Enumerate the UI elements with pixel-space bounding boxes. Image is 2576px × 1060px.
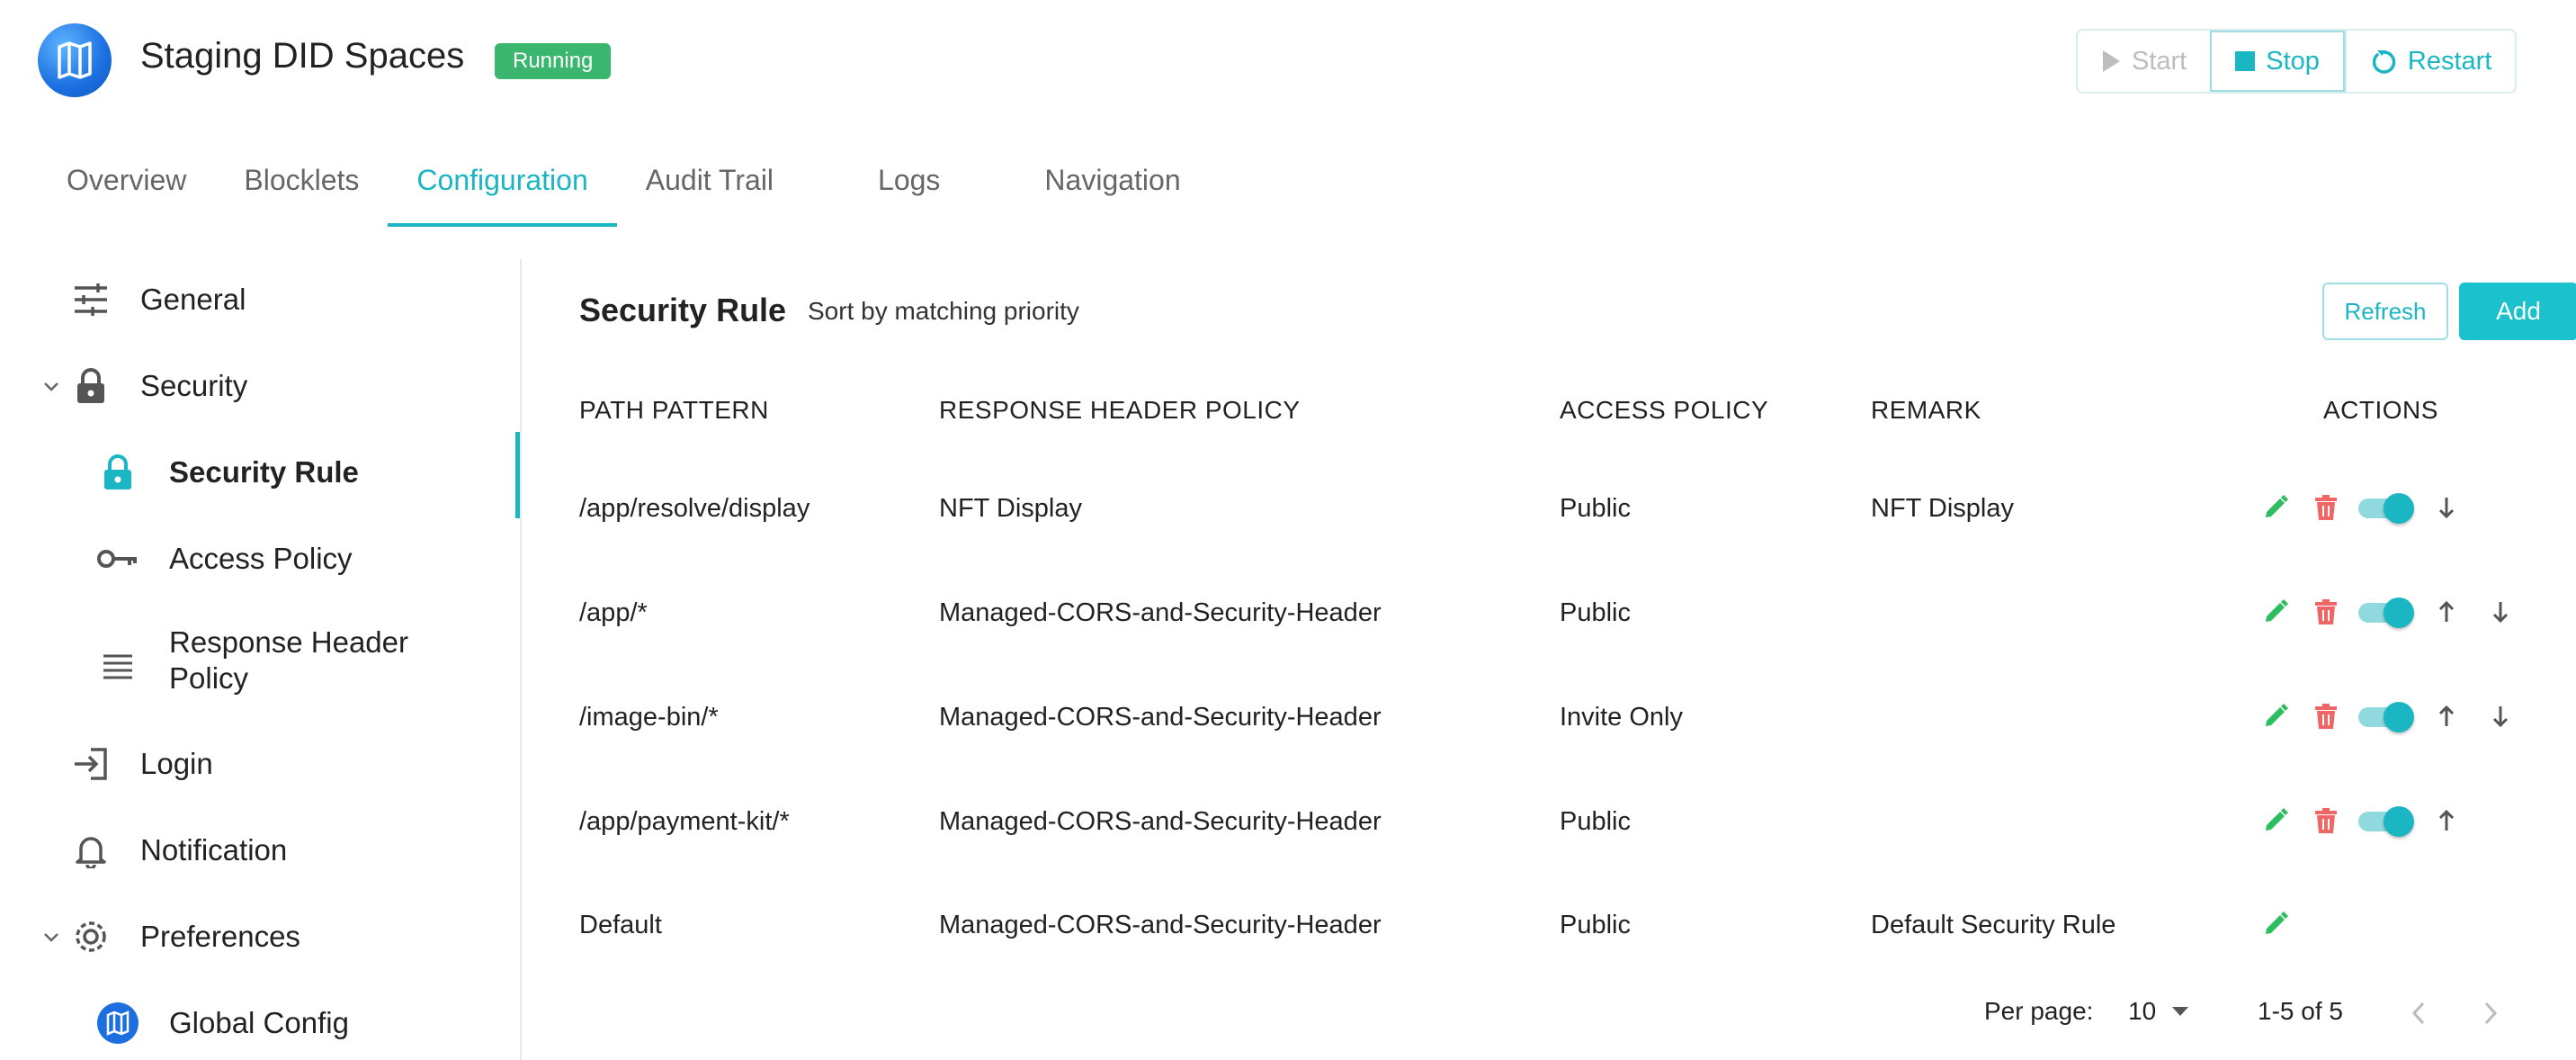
sidebar-item-notification[interactable]: [68, 828, 287, 873]
list-icon: [95, 644, 140, 689]
sidebar-item-security-rule[interactable]: [95, 450, 359, 495]
delete-icon[interactable]: [2301, 482, 2351, 533]
stop-button[interactable]: [2210, 31, 2345, 92]
login-icon: [68, 741, 113, 786]
path-cell: Default: [579, 911, 662, 939]
access-policy-cell: Public: [1560, 911, 1631, 939]
sidebar-label-security: Security: [140, 369, 248, 402]
sidebar-label-response-header-policy: Response Header Policy: [169, 625, 408, 695]
sidebar-item-preferences[interactable]: [68, 914, 300, 959]
edit-icon[interactable]: [2250, 691, 2301, 741]
column-header-path-pattern: PATH PATTERN: [579, 396, 769, 424]
row-actions: [2250, 691, 2526, 741]
gear-icon: [68, 914, 113, 959]
restart-icon: [2370, 47, 2397, 76]
app-header: [0, 0, 2576, 126]
restart-label: Restart: [2407, 46, 2492, 76]
sidebar-label-security-rule: Security Rule: [169, 455, 359, 489]
tab-navigation[interactable]: Navigation: [1044, 164, 1181, 196]
header-policy-cell: Managed-CORS-and-Security-Header: [939, 598, 1382, 627]
path-cell: /app/resolve/display: [579, 494, 810, 523]
lock-icon: [68, 364, 113, 409]
row-actions: [2250, 482, 2472, 533]
start-button[interactable]: [2078, 31, 2210, 92]
access-policy-cell: Public: [1560, 598, 1631, 627]
sidebar-label-global-config: Global Config: [169, 1006, 349, 1039]
tab-logs[interactable]: Logs: [878, 164, 941, 196]
row-actions: [2250, 795, 2472, 846]
enable-toggle[interactable]: [2355, 587, 2418, 637]
stop-icon: [2235, 51, 2255, 71]
app-logo-icon: [95, 1001, 140, 1046]
sidebar-item-response-header-policy[interactable]: [95, 624, 439, 696]
column-header-response-header-policy: RESPONSE HEADER POLICY: [939, 396, 1301, 424]
enable-toggle[interactable]: [2355, 795, 2418, 846]
header-policy-cell: Managed-CORS-and-Security-Header: [939, 703, 1382, 732]
lock-icon: [95, 450, 140, 495]
path-cell: /app/*: [579, 598, 648, 627]
delete-icon[interactable]: [2301, 691, 2351, 741]
active-indicator: [515, 432, 520, 518]
sidebar-label-general: General: [140, 283, 246, 316]
sidebar-label-access-policy: Access Policy: [169, 542, 353, 575]
status-badge: Running: [495, 43, 611, 79]
enable-toggle[interactable]: [2355, 691, 2418, 741]
path-cell: /app/payment-kit/*: [579, 807, 790, 836]
sliders-icon: [68, 277, 113, 322]
move-down-icon[interactable]: [2475, 587, 2526, 637]
sidebar-item-security[interactable]: [68, 364, 247, 409]
per-page-label: Per page:: [1984, 997, 2094, 1025]
section-subtitle: Sort by matching priority: [808, 297, 1079, 325]
app-title: Staging DID Spaces: [140, 36, 465, 76]
header-policy-cell: Managed-CORS-and-Security-Header: [939, 807, 1382, 836]
delete-icon[interactable]: [2301, 587, 2351, 637]
next-page-icon[interactable]: [2482, 1001, 2499, 1032]
prev-page-icon[interactable]: [2411, 1001, 2427, 1032]
dropdown-arrow-icon: [2172, 1007, 2188, 1016]
sidebar-label-preferences: Preferences: [140, 920, 300, 953]
chevron-down-icon[interactable]: [43, 925, 59, 948]
move-up-icon[interactable]: [2421, 691, 2472, 741]
path-cell: /image-bin/*: [579, 703, 719, 732]
tab-blocklets[interactable]: Blocklets: [244, 164, 360, 196]
sidebar-item-general[interactable]: [68, 277, 246, 322]
column-header-remark: REMARK: [1871, 396, 1981, 424]
pagination-range: 1-5 of 5: [2258, 997, 2343, 1025]
add-button[interactable]: Add: [2459, 283, 2576, 340]
column-header-access-policy: ACCESS POLICY: [1560, 396, 1769, 424]
app-logo: [38, 23, 112, 97]
config-sidebar: [0, 259, 522, 1060]
access-policy-cell: Public: [1560, 494, 1631, 523]
bell-icon: [68, 828, 113, 873]
tab-audit-trail[interactable]: Audit Trail: [645, 164, 774, 196]
enable-toggle[interactable]: [2355, 482, 2418, 533]
sidebar-item-login[interactable]: [68, 741, 213, 786]
row-actions: [2250, 899, 2301, 949]
move-up-icon[interactable]: [2421, 795, 2472, 846]
row-actions: [2250, 587, 2526, 637]
access-policy-cell: Public: [1560, 807, 1631, 836]
edit-icon[interactable]: [2250, 482, 2301, 533]
move-down-icon[interactable]: [2475, 691, 2526, 741]
chevron-down-icon[interactable]: [43, 374, 59, 398]
edit-icon[interactable]: [2250, 795, 2301, 846]
sidebar-item-access-policy[interactable]: [95, 536, 353, 581]
section-title: Security Rule: [579, 292, 787, 328]
start-label: Start: [2132, 46, 2187, 76]
move-down-icon[interactable]: [2421, 482, 2472, 533]
sidebar-item-global-config[interactable]: [95, 1001, 349, 1046]
sidebar-label-login: Login: [140, 747, 213, 780]
control-button-group: [2076, 29, 2517, 94]
remark-cell: NFT Display: [1871, 494, 2014, 523]
per-page-select[interactable]: [2128, 997, 2188, 1026]
header-policy-cell: NFT Display: [939, 494, 1082, 523]
column-header-actions: ACTIONS: [2323, 396, 2438, 424]
header-policy-cell: Managed-CORS-and-Security-Header: [939, 911, 1382, 939]
tab-overview[interactable]: Overview: [67, 164, 187, 196]
delete-icon[interactable]: [2301, 795, 2351, 846]
key-icon: [95, 536, 140, 581]
edit-icon[interactable]: [2250, 899, 2301, 949]
play-icon: [2101, 49, 2121, 73]
edit-icon[interactable]: [2250, 587, 2301, 637]
per-page-value: 10: [2128, 997, 2157, 1025]
map-icon: [54, 40, 95, 81]
restart-button[interactable]: [2345, 31, 2515, 92]
move-up-icon[interactable]: [2421, 587, 2472, 637]
remark-cell: Default Security Rule: [1871, 911, 2116, 939]
stop-label: Stop: [2266, 46, 2320, 76]
sidebar-label-notification: Notification: [140, 833, 288, 867]
access-policy-cell: Invite Only: [1560, 703, 1683, 732]
refresh-button[interactable]: Refresh: [2322, 283, 2448, 340]
tab-configuration[interactable]: Configuration: [388, 144, 616, 227]
main-tabs: [38, 144, 1210, 227]
